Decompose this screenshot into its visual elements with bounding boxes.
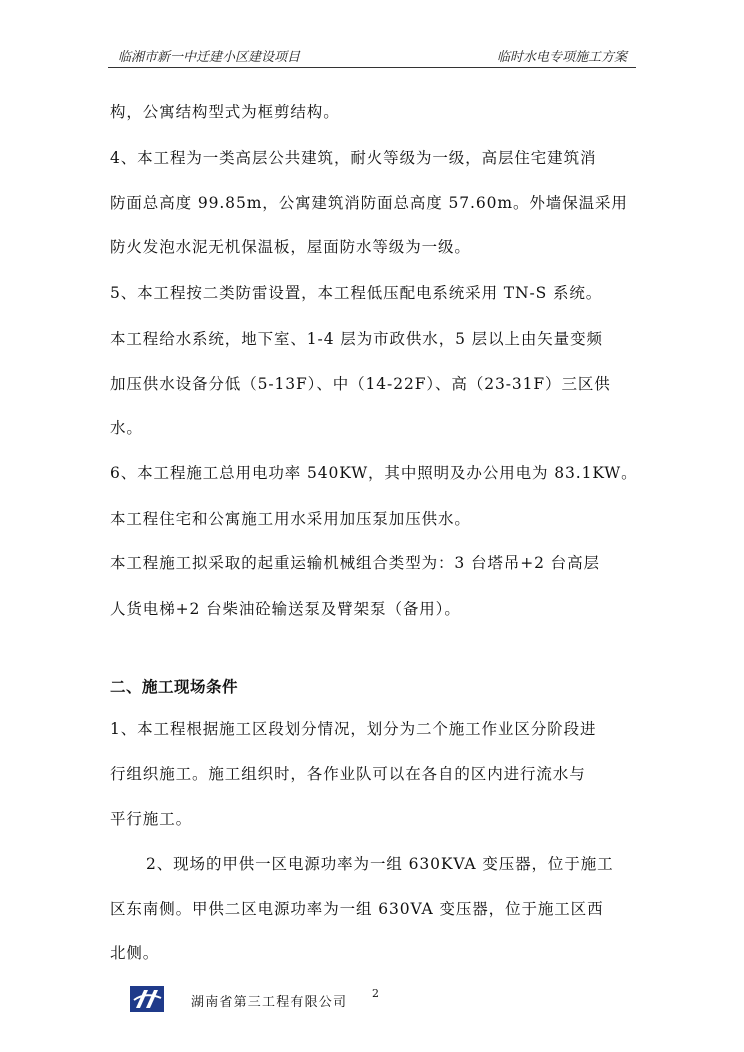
paragraph-line: 5、本工程按二类防雷设置，本工程低压配电系统采用 TN-S 系统。 (110, 284, 603, 302)
paragraph-line: 本工程给水系统，地下室、1-4 层为市政供水，5 层以上由矢量变频 (110, 330, 603, 348)
paragraph-line: 防面总高度 99.85m，公寓建筑消防面总高度 57.60m。外墙保温采用 (110, 194, 628, 212)
paragraph-line: 加压供水设备分低（5-13F）、中（14-22F）、高（23-31F）三区供 (110, 375, 611, 393)
company-logo-icon (130, 986, 164, 1012)
page-number: 2 (372, 987, 379, 1000)
paragraph-line: 构，公寓结构型式为框剪结构。 (110, 103, 340, 121)
paragraph-line: 1、本工程根据施工区段划分情况，划分为二个施工作业区分阶段进 (110, 720, 597, 738)
section-heading: 二、施工现场条件 (110, 678, 239, 696)
header-divider (108, 67, 636, 68)
paragraph-line: 区东南侧。甲供二区电源功率为一组 630VA 变压器，位于施工区西 (110, 900, 604, 918)
header-document-title: 临时水电专项施工方案 (497, 50, 628, 65)
paragraph-line: 防火发泡水泥无机保温板，屋面防水等级为一级。 (110, 238, 471, 256)
footer-company-name: 湖南省第三工程有限公司 (191, 995, 348, 1010)
paragraph-line: 水。 (110, 419, 143, 437)
paragraph-line: 行组织施工。施工组织时，各作业队可以在各自的区内进行流水与 (110, 765, 586, 783)
paragraph-line: 本工程住宅和公寓施工用水采用加压泵加压供水。 (110, 510, 471, 528)
paragraph-line: 北侧。 (110, 944, 160, 962)
paragraph-line: 2、现场的甲供一区电源功率为一组 630KVA 变压器，位于施工 (146, 855, 614, 873)
paragraph-line: 人货电梯+2 台柴油砼输送泵及臂架泵（备用）。 (110, 600, 461, 618)
paragraph-line: 6、本工程施工总用电功率 540KW，其中照明及办公用电为 83.1KW。 (110, 464, 638, 482)
paragraph-line: 平行施工。 (110, 810, 193, 828)
header-project-title: 临湘市新一中迁建小区建设项目 (118, 50, 301, 65)
paragraph-line: 4、本工程为一类高层公共建筑，耐火等级为一级，高层住宅建筑消 (110, 149, 597, 167)
page-footer (130, 982, 610, 1022)
paragraph-line: 本工程施工拟采取的起重运输机械组合类型为：3 台塔吊+2 台高层 (110, 554, 600, 572)
